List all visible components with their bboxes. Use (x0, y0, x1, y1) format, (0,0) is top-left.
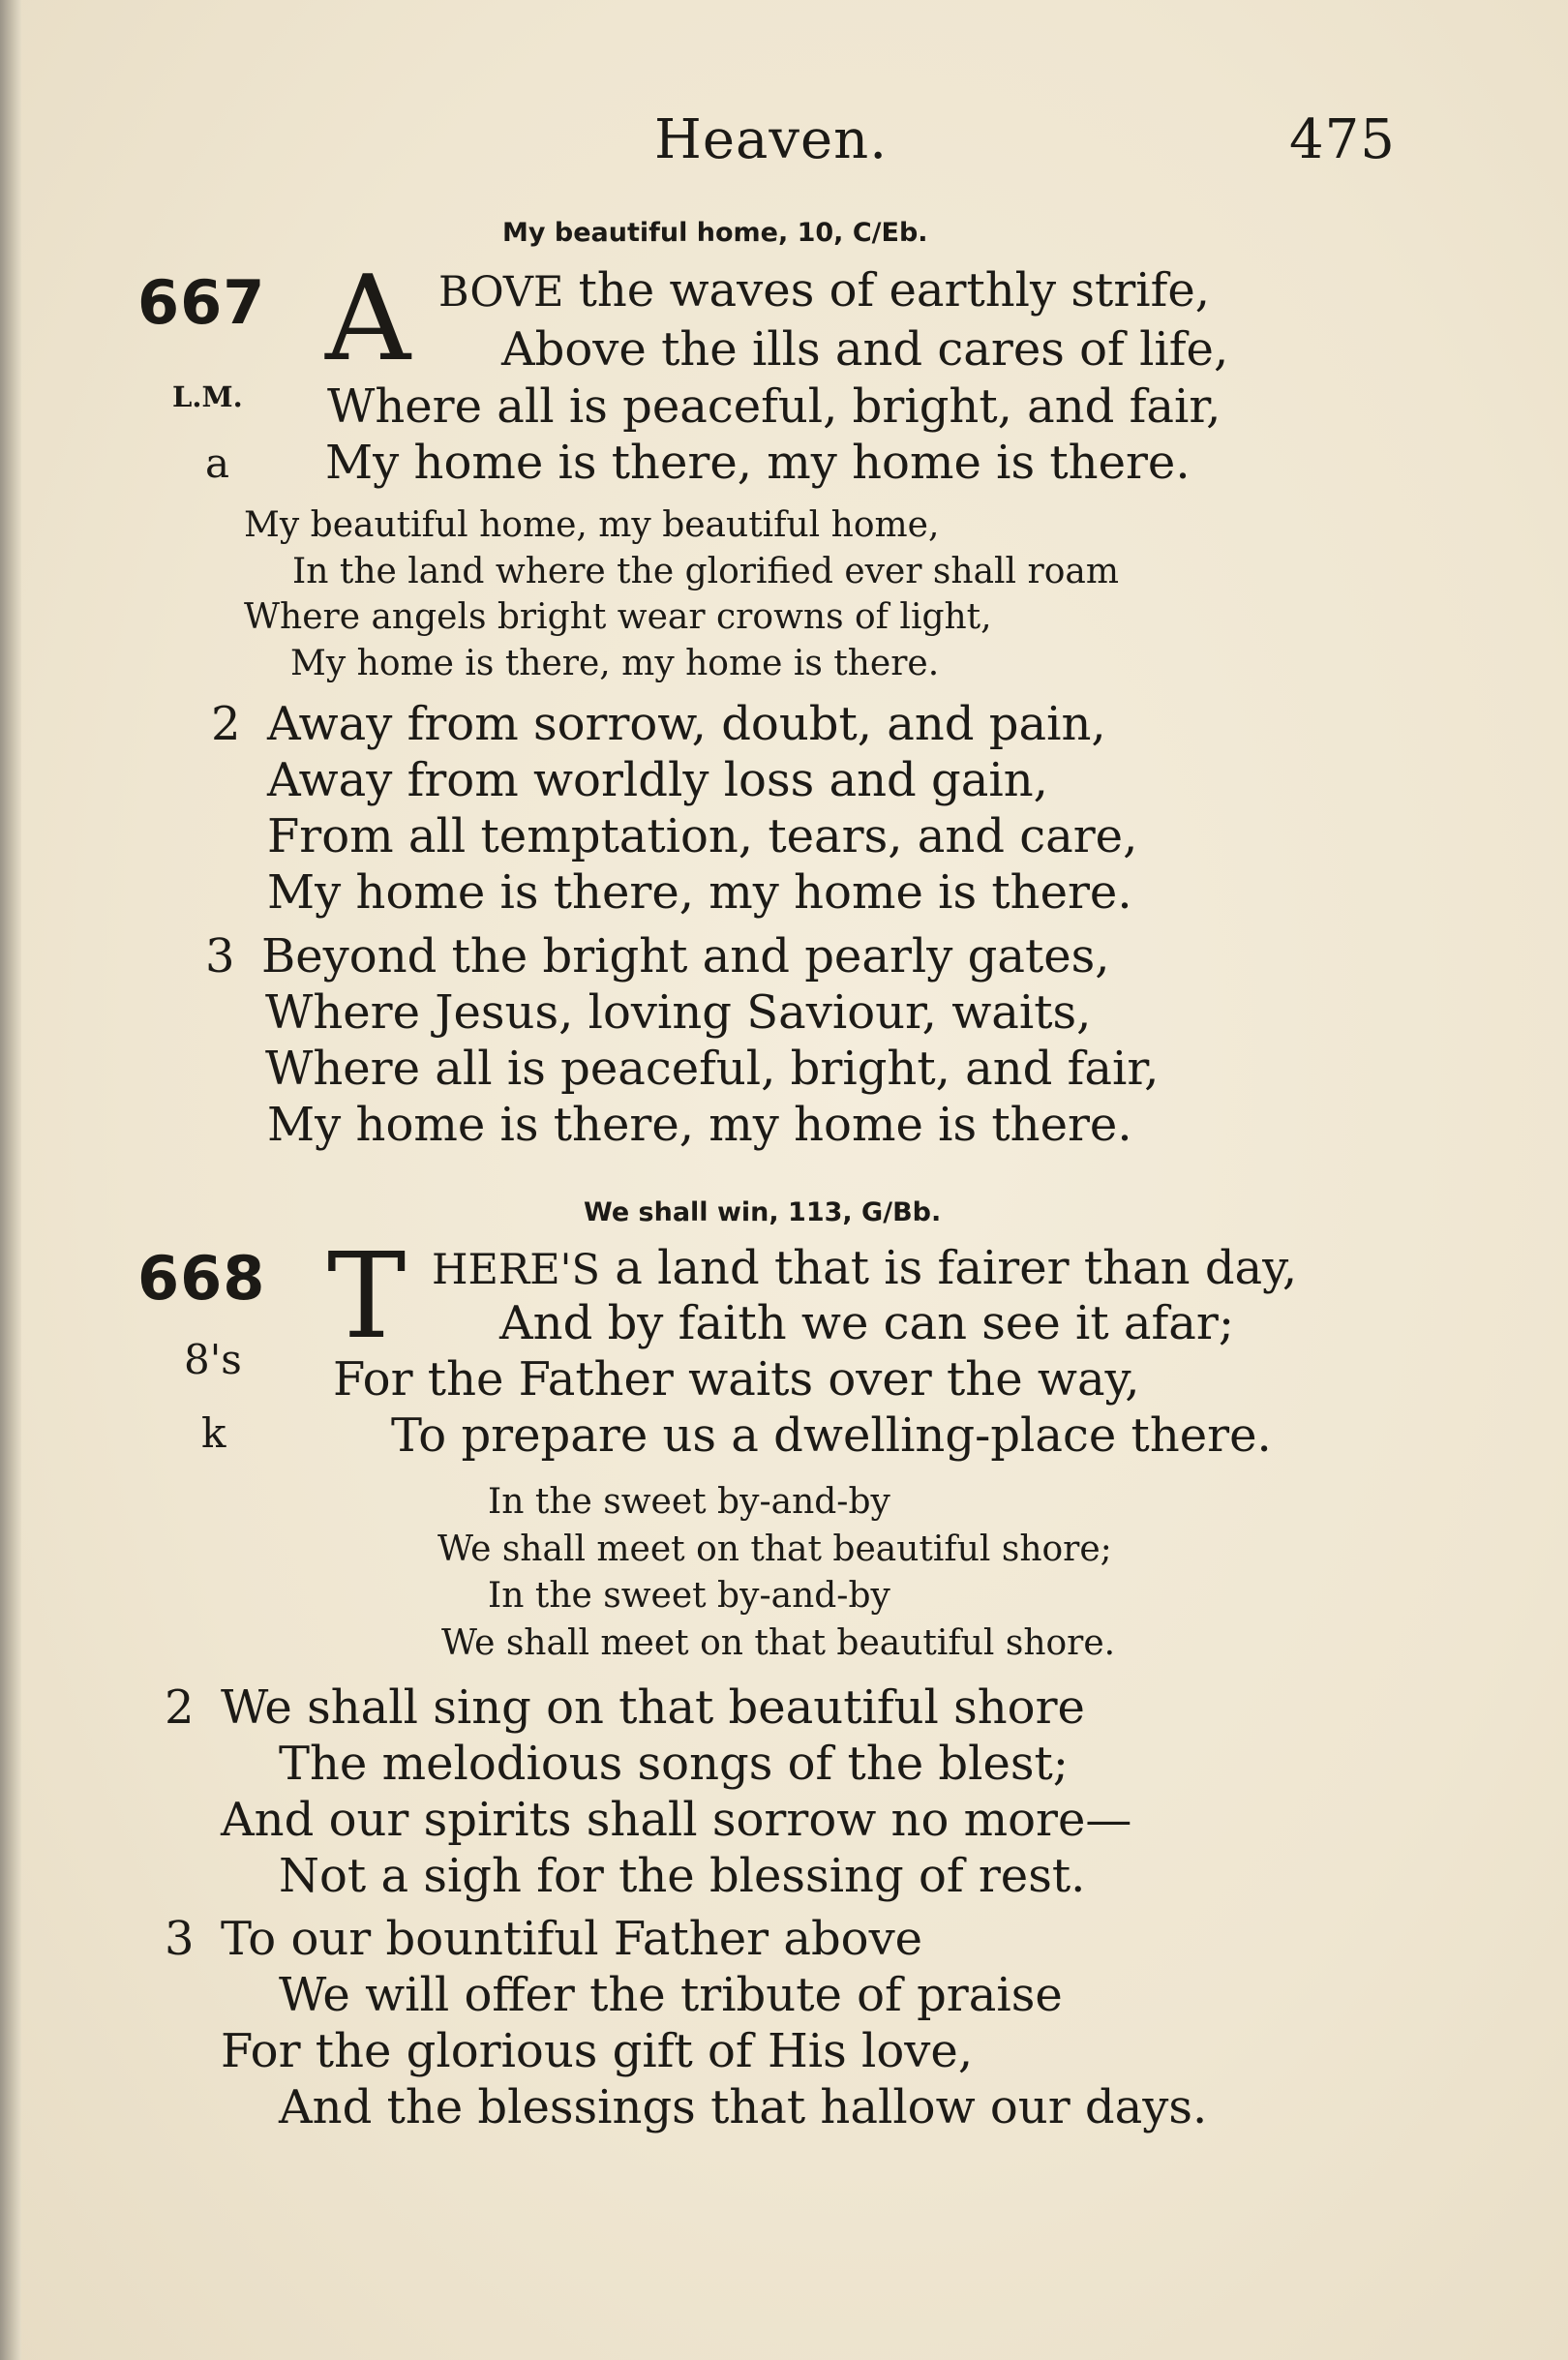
first-word-rest-668: HERE'S (432, 1246, 600, 1294)
first-line-text-667: the waves of earthly strife, (563, 263, 1211, 318)
running-title: Heaven. (654, 108, 889, 171)
chorus-line-668: We shall meet on that beautiful shore. (441, 1623, 1116, 1663)
key-letter-668: k (201, 1409, 226, 1457)
drop-cap-667: A (325, 250, 411, 387)
hymn-number-667: 667 (137, 267, 266, 338)
verse-number-667-2: 2 (211, 697, 241, 751)
verse1-line-668: For the Father waits over the way, (333, 1352, 1140, 1407)
chorus-line-667: In the land where the glorified ever shall roam (292, 552, 1119, 591)
verse1-line-668: To prepare us a dwelling-place there. (391, 1408, 1272, 1463)
drop-cap-668: T (327, 1227, 407, 1365)
verse1-line-667: My home is there, my home is there. (325, 436, 1191, 490)
hymn-number-668: 668 (137, 1243, 266, 1314)
verse-line-668: And our spirits shall sorrow no more— (221, 1793, 1132, 1847)
first-line-667 (438, 263, 1210, 318)
verse-line-668: For the glorious gift of His love, (221, 2024, 974, 2078)
verse-line-668: To our bountiful Father above (221, 1912, 923, 1966)
chorus-line-668: We shall meet on that beautiful shore; (437, 1529, 1112, 1569)
key-letter-667: a (205, 439, 230, 487)
first-line-668 (432, 1241, 1297, 1295)
chorus-line-668: In the sweet by-and-by (488, 1482, 890, 1522)
chorus-line-668: In the sweet by-and-by (488, 1576, 890, 1616)
verse1-line-667: Above the ills and cares of life, (501, 322, 1229, 377)
verse-line-667: Where Jesus, loving Saviour, waits, (265, 985, 1092, 1040)
tune-name-668: We shall win, 113, G/Bb. (584, 1197, 942, 1227)
chorus-line-667: My beautiful home, my beautiful home, (244, 505, 940, 545)
verse-number-668-2: 2 (165, 1680, 195, 1735)
verse1-line-667: Where all is peaceful, bright, and fair, (327, 379, 1221, 434)
verse-line-668: Not a sigh for the blessing of rest. (279, 1849, 1086, 1903)
tune-name-667: My beautiful home, 10, C/Eb. (502, 218, 928, 248)
first-line-text-668: a land that is fairer than day, (599, 1241, 1298, 1295)
verse-line-667: My home is there, my home is there. (267, 1098, 1132, 1152)
verse-line-668: The melodious songs of the blest; (279, 1737, 1069, 1791)
verse-line-668: We will offer the tribute of praise (279, 1968, 1063, 2022)
verse-line-667: My home is there, my home is there. (267, 865, 1132, 920)
verse-number-668-3: 3 (165, 1912, 195, 1966)
chorus-line-667: My home is there, my home is there. (290, 644, 940, 683)
page-number: 475 (1289, 108, 1396, 171)
verse-line-668: We shall sing on that beautiful shore (221, 1680, 1085, 1735)
verse-line-667: Away from worldly loss and gain, (267, 753, 1048, 807)
page-edge-shadow (0, 0, 21, 2360)
verse-line-667: Beyond the bright and pearly gates, (261, 929, 1110, 983)
verse-line-667: Away from sorrow, doubt, and pain, (267, 697, 1106, 751)
verse-number-667-3: 3 (205, 929, 235, 983)
verse1-line-668: And by faith we can see it afar; (499, 1296, 1234, 1350)
verse-line-667: Where all is peaceful, bright, and fair, (265, 1042, 1160, 1096)
chorus-line-667: Where angels bright wear crowns of light, (244, 597, 992, 637)
verse-line-668: And the blessings that hallow our days. (279, 2080, 1208, 2134)
meter-667: L.M. (172, 380, 243, 413)
first-word-rest-667: BOVE (438, 268, 564, 317)
meter-668: 8's (184, 1336, 242, 1383)
verse-line-667: From all temptation, tears, and care, (267, 809, 1138, 863)
